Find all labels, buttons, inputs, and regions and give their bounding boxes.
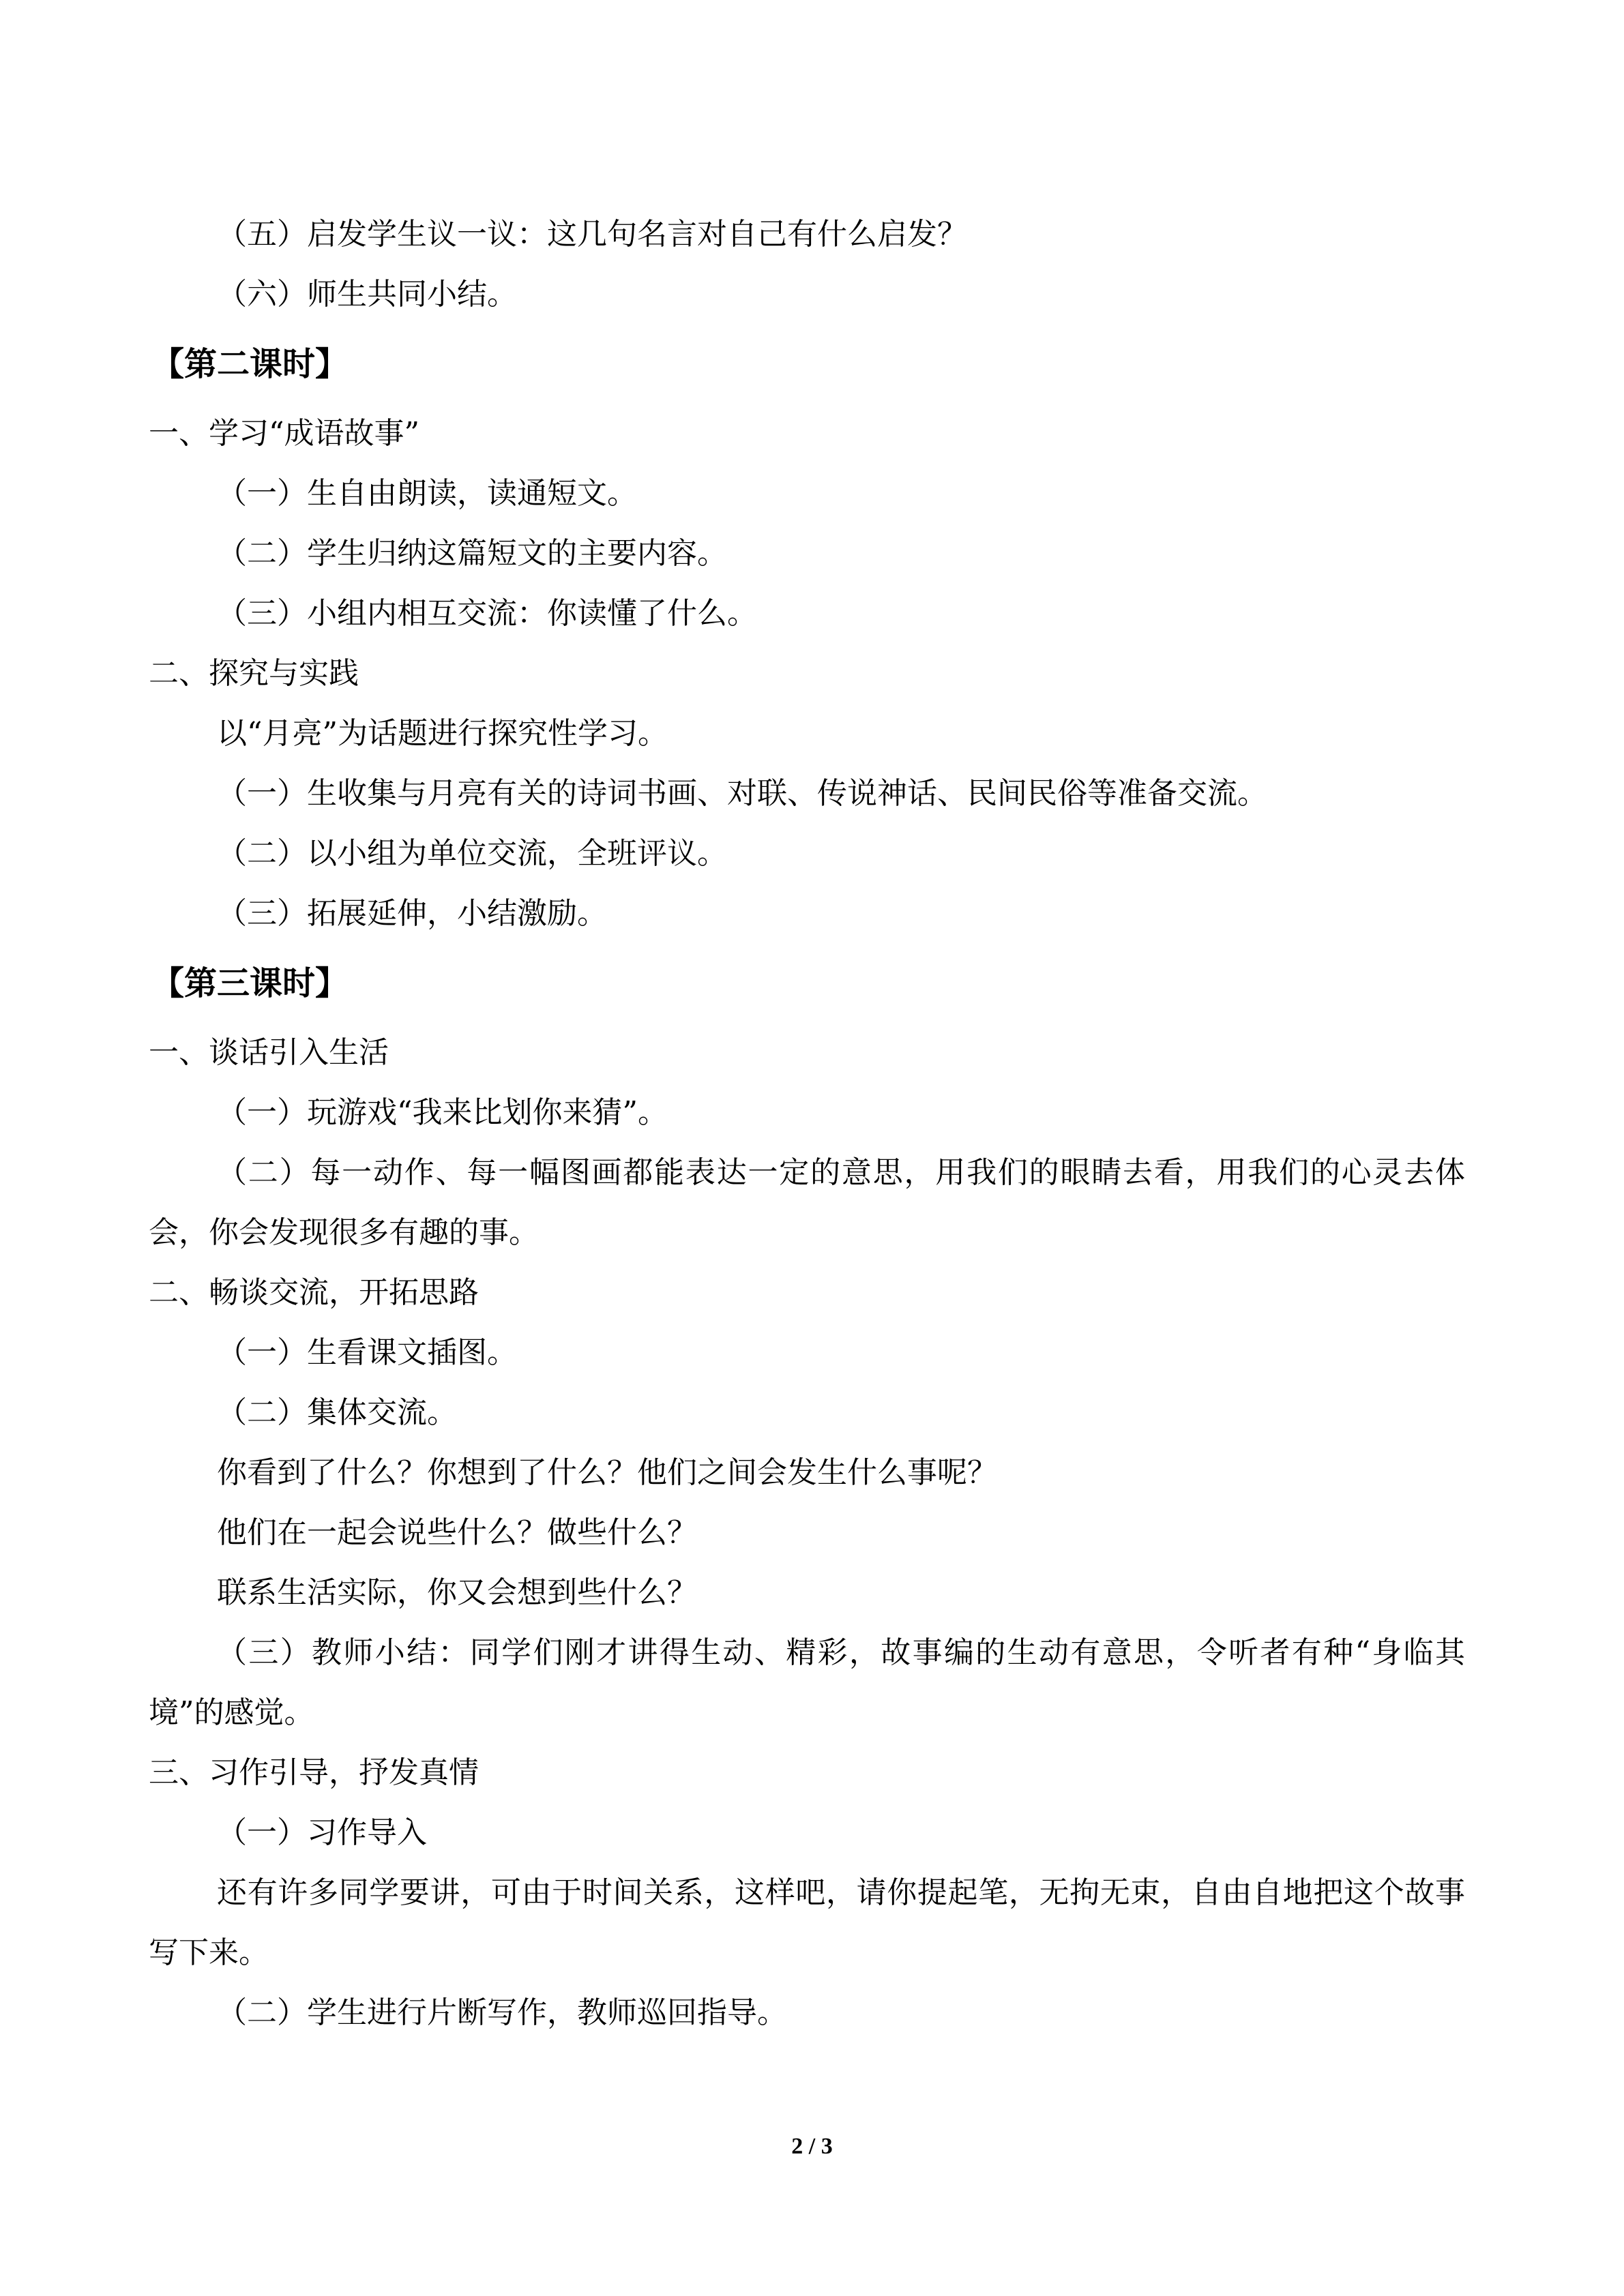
- list-item: （一）习作导入: [217, 1815, 427, 1850]
- list-item: （一）生收集与月亮有关的诗词书画、对联、传说神话、民间民俗等准备交流。: [217, 776, 1267, 811]
- list-item: （一）生自由朗读，读通短文。: [217, 476, 637, 511]
- paragraph-line: （六）师生共同小结。: [217, 277, 517, 312]
- document-body: [149, 205, 1465, 2043]
- section-title: 二、畅谈交流，开拓思路: [149, 1275, 479, 1310]
- list-item: （二）学生进行片断写作，教师巡回指导。: [217, 1995, 787, 2030]
- paragraph-line: （五）启发学生议一议：这几句名言对自己有什么启发？: [217, 217, 967, 252]
- section-title: 二、探究与实践: [149, 656, 359, 691]
- lesson-3-heading: 【第三课时】: [151, 964, 349, 1002]
- paragraph-wrapped: 还有许多同学要讲，可由于时间关系，这样吧，请你提起笔，无拘无束，自由自地把这个故事写下来。: [149, 1875, 1465, 1970]
- paragraph-line: 你看到了什么？你想到了什么？他们之间会发生什么事呢？: [217, 1455, 997, 1490]
- section-title: 一、谈话引入生活: [149, 1035, 389, 1070]
- list-item: （二）学生归纳这篇短文的主要内容。: [217, 536, 727, 571]
- list-item: （一）玩游戏“我来比划你来猜”。: [217, 1095, 668, 1130]
- list-item: （二）集体交流。: [217, 1395, 457, 1430]
- page-number: 2 / 3: [791, 2134, 833, 2159]
- section-title: 三、习作引导，抒发真情: [149, 1755, 479, 1790]
- section-title: 一、学习“成语故事”: [149, 416, 419, 451]
- list-item: （二）以小组为单位交流，全班评议。: [217, 836, 727, 871]
- list-item-wrapped: （三）教师小结：同学们刚才讲得生动、精彩，故事编的生动有意思，令听者有种“身临其境”的感觉。: [149, 1635, 1465, 1730]
- list-item: （三）小组内相互交流：你读懂了什么。: [217, 596, 757, 631]
- paragraph-line: 联系生活实际，你又会想到些什么？: [217, 1575, 697, 1610]
- list-item-wrapped: （二）每一动作、每一幅图画都能表达一定的意思，用我们的眼睛去看，用我们的心灵去体会，你会发现很多有趣的事。: [149, 1155, 1465, 1250]
- lesson-2-heading: 【第二课时】: [151, 345, 349, 383]
- list-item: （三）拓展延伸，小结激励。: [217, 896, 607, 931]
- list-item: （一）生看课文插图。: [217, 1335, 517, 1370]
- paragraph-line: 他们在一起会说些什么？做些什么？: [217, 1515, 697, 1550]
- paragraph-line: 以“月亮”为话题进行探究性学习。: [217, 716, 668, 751]
